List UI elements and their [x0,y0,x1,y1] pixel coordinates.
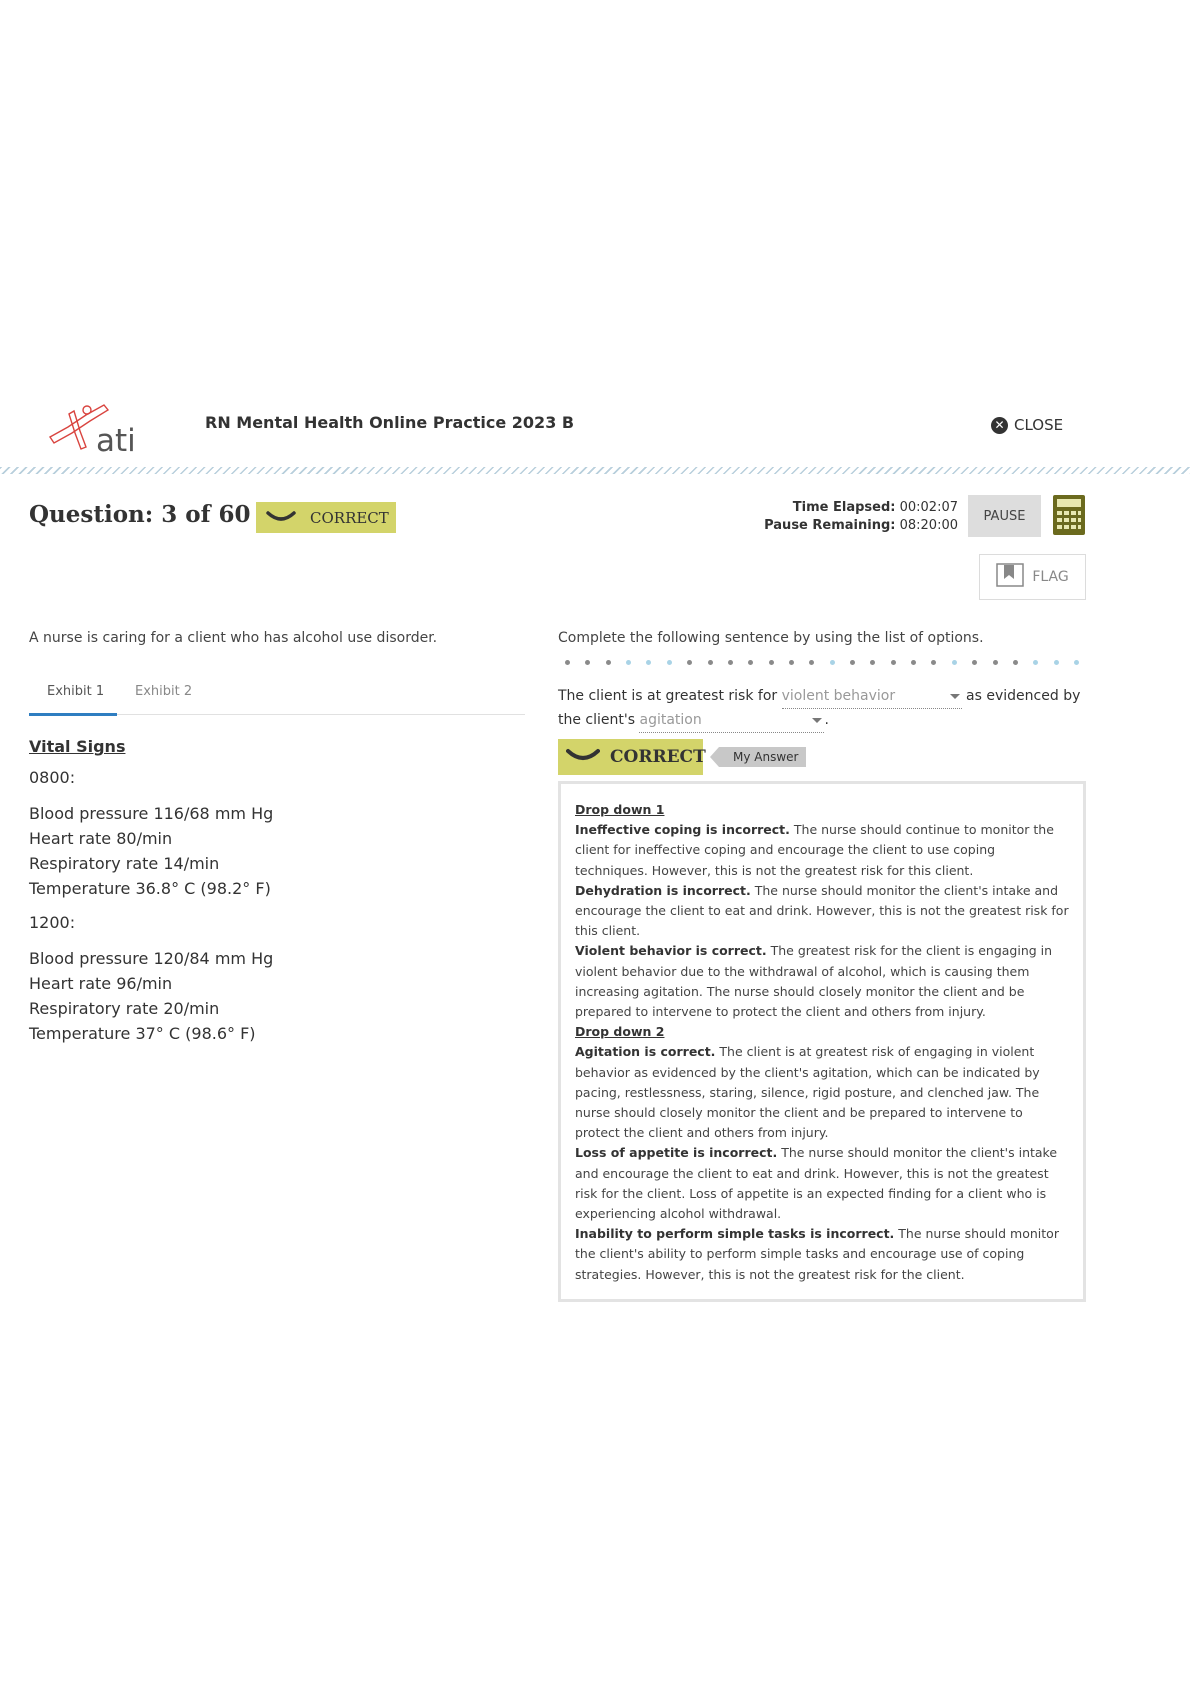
exam-app [0,395,1190,1315]
progress-dot [708,660,713,665]
progress-dot [911,660,916,665]
app-title: RN Mental Health Online Practice 2023 B [205,413,575,432]
swoosh-icon [266,509,296,527]
answer-panel [558,630,1086,1302]
caret-down-icon [812,718,822,723]
vital-line: Blood pressure 120/84 mm Hg [29,949,274,968]
timer [764,499,958,535]
sentence-text: as evidenced by the client's [558,688,1081,728]
rationale-heading: Drop down 2 [575,1024,665,1040]
sentence-text: The client is at greatest risk for [558,688,782,704]
progress-dots [558,660,1086,665]
progress-dot [687,660,692,665]
close-label: CLOSE [1014,416,1064,434]
vital-line: Blood pressure 116/68 mm Hg [29,804,274,823]
question-stem: A nurse is caring for a client who has alcohol use disorder. [29,630,438,646]
dropdown-1-value: violent behavior [781,688,896,704]
pause-remaining-label: Pause Remaining: [764,518,896,533]
progress-dot [891,660,896,665]
progress-dot [789,660,794,665]
vitals-time: 0800: [29,768,76,787]
vitals-time: 1200: [29,913,76,932]
header-divider [0,467,1190,474]
progress-dot [870,660,875,665]
result-badge-label: CORRECT [610,747,706,767]
progress-dot [809,660,814,665]
logo-text: ati [96,423,136,457]
progress-dot [769,660,774,665]
vital-signs-title: Vital Signs [29,737,126,756]
vital-line: Respiratory rate 20/min [29,999,220,1018]
close-circle-icon: ✕ [991,417,1008,434]
question-prompt: Complete the following sentence by using the list of options. [558,630,984,646]
time-elapsed-label: Time Elapsed: [792,500,896,515]
tab-exhibit-1[interactable]: Exhibit 1 [47,684,105,699]
rationale-item: Dehydration is incorrect. The nurse should monitor the client's intake and encourage the client to eat and drink. However, this is not the greatest risk for this client. [575,882,1069,939]
progress-dot [728,660,733,665]
question-counter: Question: 3 of 60 [29,501,251,528]
progress-dot [626,660,631,665]
vital-line: Respiratory rate 14/min [29,854,220,873]
result-row [558,739,1086,775]
active-tab-indicator [29,713,117,716]
exhibit-panel [29,630,525,1046]
rationale-item: Ineffective coping is incorrect. The nurse should continue to monitor the client for ineffective coping and encourage the client to use coping techniques. However, this is not the greatest risk for this client. [575,822,1054,878]
calculator-icon[interactable] [1053,495,1085,535]
progress-dot [830,660,835,665]
caret-down-icon [950,694,960,699]
progress-dot [952,660,957,665]
vital-line: Temperature 37° C (98.6° F) [29,1024,256,1043]
ati-logo-icon [46,401,156,457]
dropdown-1[interactable] [782,685,962,709]
progress-dot [646,660,651,665]
progress-dot [1054,660,1059,665]
progress-dot [931,660,936,665]
pause-button[interactable]: PAUSE [968,495,1041,537]
flag-label: FLAG [1032,569,1069,585]
status-badge-label: CORRECT [310,508,389,527]
rationale-item: Agitation is correct. The client is at greatest risk of engaging in violent behavior as evidenced by the client's agitation, which can be indicated by pacing, restlessness, staring, silence, rigid posture, and clenched jaw. The nurse should closely monitor the client and be prepared to intervene to protect the client and others from injury. [575,1044,1040,1141]
progress-dot [1033,660,1038,665]
vitals-list [29,801,525,901]
rationale-item: Loss of appetite is incorrect. The nurse should monitor the client's intake and encourage the client to eat and drink. However, this is not the greatest risk for the client. Loss of appetite is an expected finding for a client who is experiencing alcohol withdrawal. [575,1145,1058,1222]
swoosh-icon [566,747,600,768]
exhibit-tabs [29,678,525,715]
my-answer-tag[interactable]: My Answer [719,747,806,767]
dropdown-2[interactable] [639,709,824,733]
progress-dot [972,660,977,665]
vital-line: Temperature 36.8° C (98.2° F) [29,879,271,898]
vital-line: Heart rate 96/min [29,974,173,993]
rationale-item: Violent behavior is correct. The greatest risk for the client is engaging in violent behavior due to the withdrawal of alcohol, which is causing them increasing agitation. The nurse should closely monitor the client and be prepared to intervene to protect the client and others from injury. [575,943,1053,1020]
flag-button[interactable] [979,554,1086,600]
rationale-box [558,781,1086,1302]
vitals-list [29,946,525,1046]
rationale-heading: Drop down 1 [575,802,665,817]
vital-line: Heart rate 80/min [29,829,173,848]
progress-dot [748,660,753,665]
pause-remaining-value: 08:20:00 [899,518,958,533]
progress-dot [850,660,855,665]
dropdown-2-value: agitation [639,712,702,728]
progress-dot [606,660,611,665]
rationale-item: Inability to perform simple tasks is incorrect. The nurse should monitor the client's ability to perform simple tasks and encourage use of coping strategies. However, this is not the greatest risk for the client. [575,1226,1059,1282]
time-elapsed-value: 00:02:07 [899,500,958,515]
status-badge [256,502,396,533]
tab-exhibit-2[interactable]: Exhibit 2 [135,684,193,699]
close-button[interactable] [991,416,1063,434]
bookmark-flag-icon [996,563,1024,591]
result-badge [558,739,706,775]
progress-dot [993,660,998,665]
progress-dot [667,660,672,665]
sentence-text: . [824,712,829,728]
progress-dot [1074,660,1079,665]
cloze-sentence [558,685,1086,733]
progress-dot [585,660,590,665]
progress-dot [1013,660,1018,665]
progress-dot [565,660,570,665]
